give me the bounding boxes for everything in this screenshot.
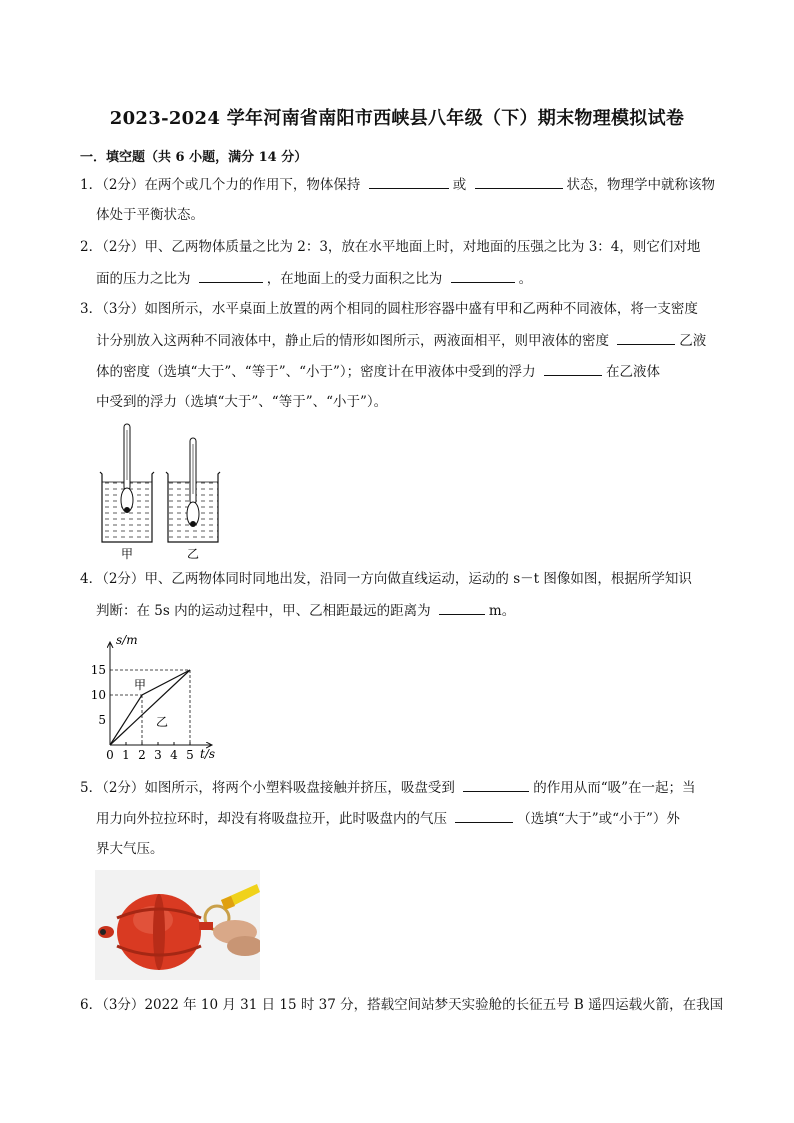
question-3-line-2: 计分别放入这两种不同液体中，静止后的情形如图所示，两液面相平，则甲液体的密度 乙液 [96, 333, 707, 349]
x-tick-label: 5 [186, 748, 194, 762]
x-tick-label: 3 [154, 748, 162, 762]
y-tick-label: 10 [90, 688, 106, 702]
s-t-chart [90, 630, 230, 770]
answer-blank[interactable] [369, 175, 449, 189]
answer-blank[interactable] [199, 269, 263, 283]
answer-blank[interactable] [617, 331, 675, 345]
y-tick-label: 5 [98, 713, 106, 727]
page-title: 2023-2024 学年河南省南阳市西峡县八年级（下）期末物理模拟试卷 [109, 108, 685, 129]
x-tick-label: 4 [170, 748, 178, 762]
answer-blank[interactable] [439, 601, 485, 615]
question-1-line-2: 体处于平衡状态。 [96, 207, 204, 223]
question-4-line-2: 判断：在 5s 内的运动过程中，甲、乙相距最远的距离为 m。 [96, 603, 516, 619]
question-5-line-1: 5．（2分）如图所示，将两个小塑料吸盘接触并挤压，吸盘受到 的作用从而“吸”在一起；当 [80, 780, 696, 796]
hydrometer-figure [96, 420, 226, 562]
x-tick-label: 2 [138, 748, 146, 762]
hydrometer-jia [121, 424, 133, 513]
question-3-line-1: 3．（3分）如图所示，水平桌面上放置的两个相同的圆柱形容器中盛有甲和乙两种不同液体，将一支密度 [80, 301, 698, 317]
question-3-line-3: 体的密度（选填“大于”、“等于”、“小于”）；密度计在甲液体中受到的浮力 在乙液体 [96, 364, 660, 380]
series-line-yi [110, 670, 190, 745]
answer-blank[interactable] [544, 362, 602, 376]
section-heading: 一．填空题（共 6 小题，满分 14 分） [80, 150, 308, 165]
question-5-line-3: 界大气压。 [96, 841, 164, 857]
y-tick-label: 15 [90, 663, 106, 677]
answer-blank[interactable] [475, 175, 563, 189]
question-5-line-2: 用力向外拉拉环时，却没有将吸盘拉开，此时吸盘内的气压 （选填“大于”或“小于”）外 [96, 811, 680, 827]
suction-cup-photo [95, 870, 260, 980]
x-axis-label: t/s [200, 747, 216, 761]
series-label-jia: 甲 [134, 678, 147, 692]
question-2-line-2: 面的压力之比为 ，在地面上的受力面积之比为 。 [96, 271, 533, 287]
figure-label-yi: 乙 [187, 547, 200, 561]
answer-blank[interactable] [451, 269, 515, 283]
x-tick-label: 1 [122, 748, 130, 762]
question-1-line-1: 1．（2分）在两个或几个力的作用下，物体保持 或 状态，物理学中就称该物 [80, 177, 716, 193]
answer-blank[interactable] [463, 778, 529, 792]
question-6-line-1: 6．（3分）2022 年 10 月 31 日 15 时 37 分，搭载空间站梦天实验舱的长征五号 B 遥四运载火箭，在我国 [80, 997, 724, 1013]
question-2-line-1: 2．（2分）甲、乙两物体质量之比为 2：3，放在水平地面上时，对地面的压强之比为 3：4，则它们对地 [80, 239, 701, 255]
x-tick-label: 0 [106, 748, 114, 762]
question-4-line-1: 4．（2分）甲、乙两物体同时同地出发，沿同一方向做直线运动，运动的 s－t 图像如图，根据所学知识 [80, 571, 692, 587]
answer-blank[interactable] [455, 809, 513, 823]
question-3-line-4: 中受到的浮力（选填“大于”、“等于”、“小于”）。 [96, 394, 388, 410]
series-label-yi: 乙 [156, 715, 169, 729]
y-axis-label: s/m [116, 633, 138, 647]
figure-label-jia: 甲 [121, 547, 134, 561]
